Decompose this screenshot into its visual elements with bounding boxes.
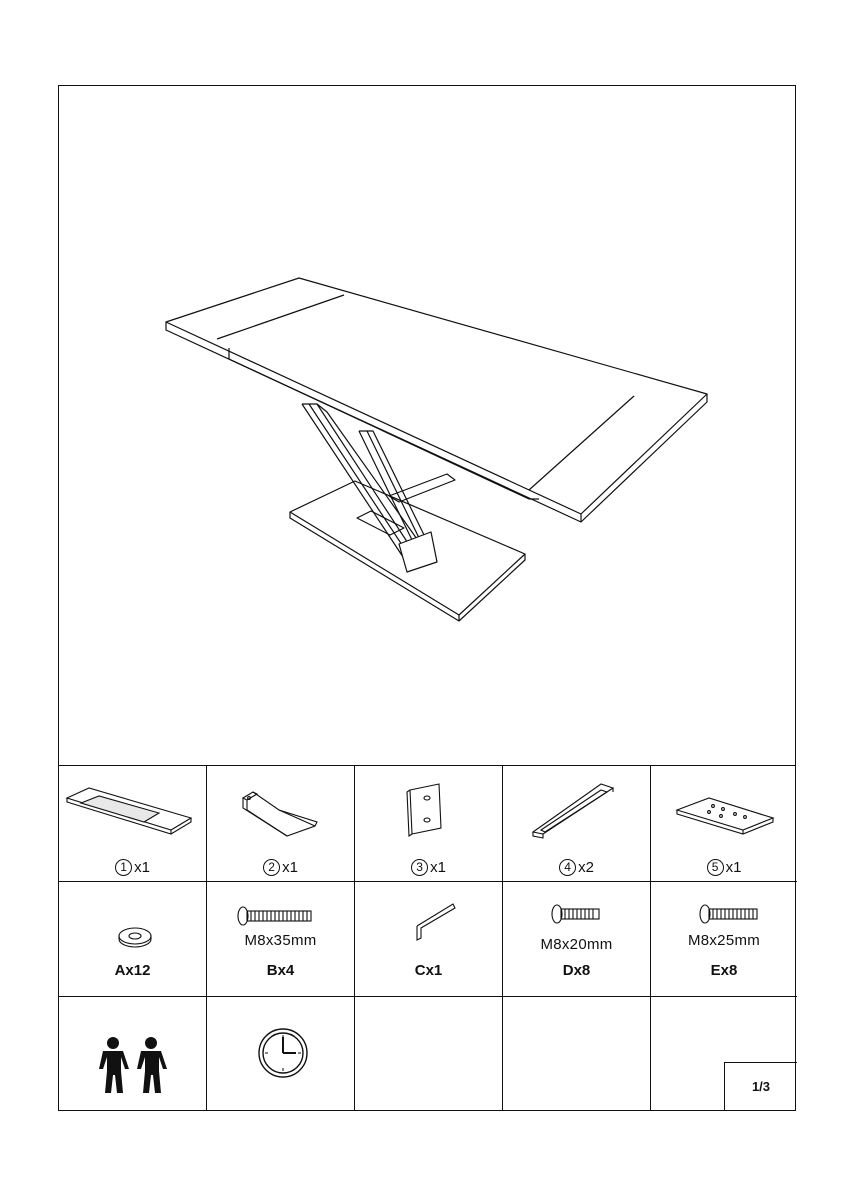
leaf-bracket-icon [207,766,355,856]
time-cell [207,997,355,1110]
two-people-icon [59,997,207,1110]
part-5-qty: 5 x1 [707,859,742,876]
hardware-cell-b [207,882,355,997]
base-plate-icon [651,766,797,856]
hardware-c-code: Cx1 [414,962,443,979]
extension-leaf-icon [59,766,207,856]
part-3-qty: 3 x1 [411,859,446,876]
hardware-cell-a [59,882,207,997]
dining-table-illustration [59,86,795,766]
part-2-qty: 2 x1 [263,859,298,876]
part-4-qty: 4 x2 [559,859,594,876]
hardware-e-code: Ex8 [710,962,738,979]
part-cell-1 [59,766,207,882]
bolt-icon [503,882,651,942]
empty-cell-2 [503,997,651,1110]
hardware-cell-d [503,882,651,997]
part-1-qty: 1 x1 [115,859,150,876]
people-cell [59,997,207,1110]
hardware-d-spec: M8x20mm [540,936,613,953]
hardware-a-code: Ax12 [114,962,151,979]
part-cell-4 [503,766,651,882]
parts-grid [59,766,795,1110]
page-number: 1/3 [724,1062,797,1110]
page-cell [651,997,797,1110]
hardware-d-code: Dx8 [562,962,591,979]
hardware-e-spec: M8x25mm [687,932,761,949]
table-illustration-panel [59,86,795,766]
washer-icon [59,882,207,962]
part-cell-2 [207,766,355,882]
instruction-sheet [58,85,796,1111]
mounting-plate-icon [355,766,503,856]
v-leg-frame-icon [503,766,651,856]
clock-icon [207,997,355,1110]
hardware-b-code: Bx4 [266,962,295,979]
hardware-b-spec: M8x35mm [244,932,317,949]
hardware-cell-e [651,882,797,997]
part-cell-3 [355,766,503,882]
empty-cell-1 [355,997,503,1110]
hardware-cell-c [355,882,503,997]
allen-key-icon [355,882,503,960]
part-cell-5 [651,766,797,882]
